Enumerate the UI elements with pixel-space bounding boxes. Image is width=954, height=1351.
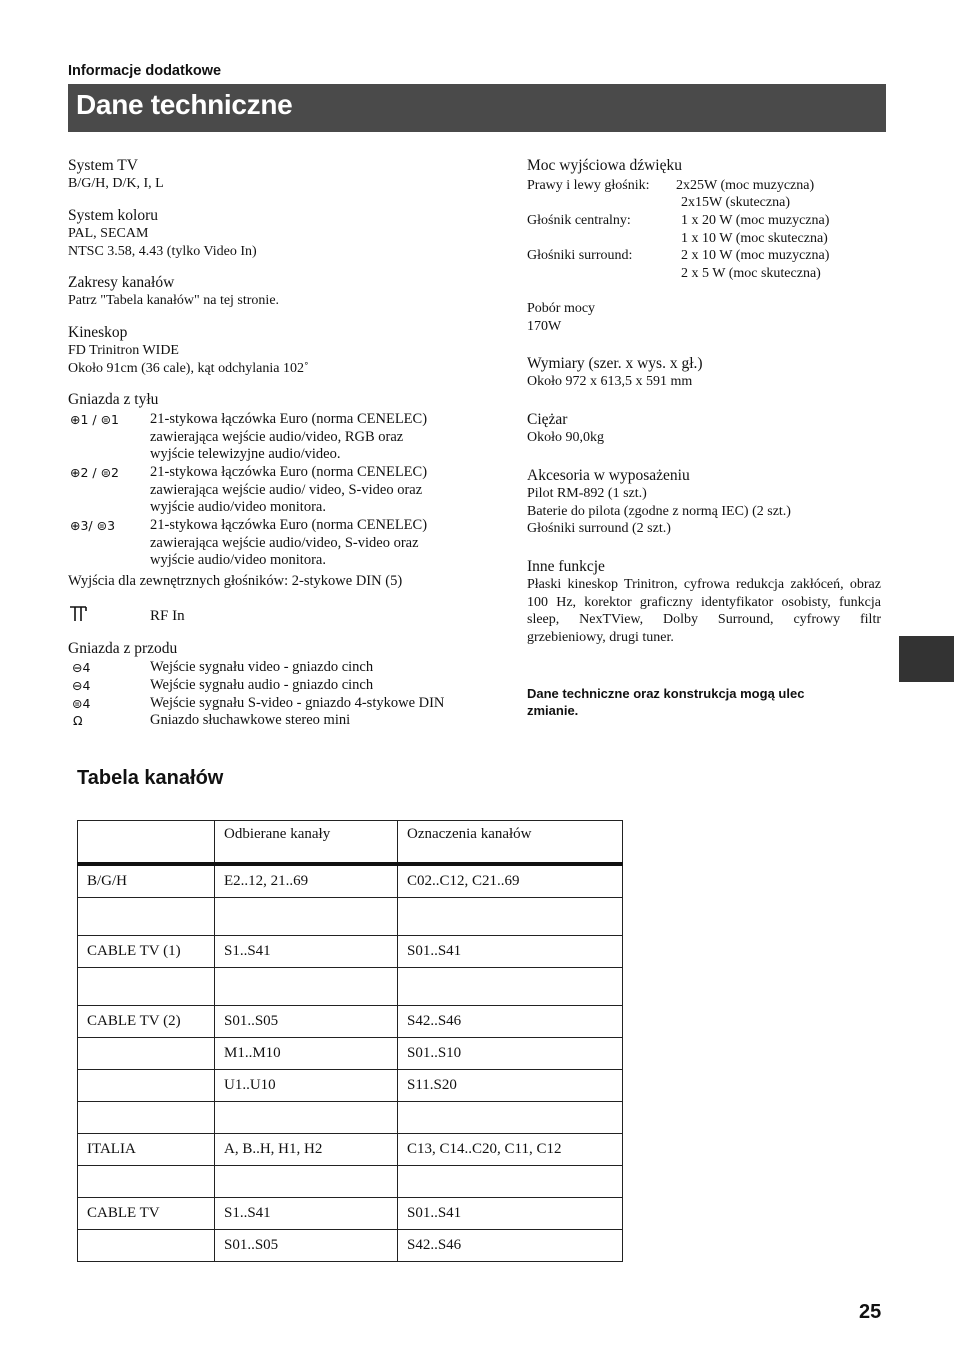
table-cell: C02..C12, C21..69	[398, 864, 623, 898]
headphones-icon: Ω	[73, 713, 83, 728]
title-bar	[68, 84, 886, 132]
table-cell: U1..U10	[215, 1070, 398, 1102]
spec-label: Akcesoria w wyposażeniu	[527, 467, 690, 484]
power-value: 2x25W (moc muzyczna)	[676, 178, 815, 193]
table-header-cell	[78, 821, 215, 865]
spec-value: Baterie do pilota (zgodne z normą IEC) (2 szt.)	[527, 503, 791, 519]
table-row	[78, 1102, 623, 1134]
table-cell: S42..S46	[398, 1006, 623, 1038]
spec-ciezar	[527, 411, 604, 447]
page-number: 25	[859, 1301, 882, 1323]
connector-desc: Wejście sygnału video - gniazdo cinch	[150, 659, 374, 675]
spec-label: Inne funkcje	[527, 558, 605, 575]
spec-zakresy	[68, 274, 279, 310]
spec-inne	[527, 558, 881, 646]
table-row	[78, 1070, 623, 1102]
power-channel: Głośniki surround:	[527, 248, 633, 263]
table-row	[78, 1038, 623, 1070]
spec-value: Około 91cm (36 cale), kąt odchylania 102˚	[68, 360, 309, 376]
spec-label: Wymiary (szer. x wys. x gł.)	[527, 355, 703, 372]
spec-value: B/G/H, D/K, I, L	[68, 176, 164, 191]
table-cell: M1..M10	[215, 1038, 398, 1070]
table-cell	[78, 1070, 215, 1102]
table-header-cell: Oznaczenia kanałów	[398, 821, 623, 865]
spec-pobor	[527, 300, 595, 335]
antenna-icon	[68, 604, 90, 622]
table-cell: S01..S05	[215, 1006, 398, 1038]
spec-gniazda-przodu-label	[68, 640, 177, 658]
scart-connector-icon: ⊕1 / ⊜1	[70, 412, 120, 427]
table-row	[78, 1006, 623, 1038]
table-cell: CABLE TV	[78, 1198, 215, 1230]
spec-value: Patrz "Tabela kanałów" na tej stronie.	[68, 293, 280, 308]
page-title: Dane techniczne	[76, 89, 293, 120]
video-input-icon: ⊖4	[72, 660, 91, 675]
spec-gniazda-tylu-label	[68, 391, 158, 409]
channel-table	[77, 820, 623, 1262]
table-header-cell: Odbierane kanały	[215, 821, 398, 865]
section-label: Informacje dodatkowe	[68, 63, 222, 79]
speaker-outputs: Wyjścia dla zewnętrznych głośników: 2-stykowe DIN (5)	[68, 573, 403, 589]
table-cell	[398, 1166, 623, 1198]
table-cell	[78, 1038, 215, 1070]
spec-label: Moc wyjściowa dźwięku	[527, 157, 682, 174]
connector-desc: wyjście telewizyjne audio/video.	[150, 446, 341, 462]
power-row	[527, 212, 830, 230]
spec-moc-label	[527, 157, 682, 175]
table-cell	[78, 1230, 215, 1262]
spec-label: Zakresy kanałów	[68, 274, 175, 291]
audio-input-icon: ⊖4	[72, 678, 91, 693]
spec-value: Głośniki surround (2 szt.)	[527, 521, 671, 536]
spec-system-tv	[68, 157, 164, 193]
connector-desc: Gniazdo słuchawkowe stereo mini	[150, 712, 351, 728]
spec-label: Gniazda z tyłu	[68, 391, 159, 408]
connector-desc: 21-stykowa łączówka Euro (norma CENELEC)	[150, 517, 428, 533]
side-tab-marker	[899, 636, 954, 682]
table-cell	[398, 898, 623, 936]
spec-change-notice: Dane techniczne oraz konstrukcja mogą ulec zmianie.	[527, 686, 805, 718]
table-row	[78, 1230, 623, 1262]
power-value: 2 x 10 W (moc muzyczna)	[681, 248, 830, 263]
connector-desc: wyjście audio/video monitora.	[150, 552, 326, 568]
table-cell	[78, 898, 215, 936]
connector-desc: Wejście sygnału audio - gniazdo cinch	[150, 677, 374, 693]
scart-connector-icon: ⊕3/ ⊜3	[70, 518, 116, 533]
spec-value: NTSC 3.58, 4.43 (tylko Video In)	[68, 243, 257, 259]
spec-value: Płaski kineskop Trinitron, cyfrowa redukcja zakłóceń, obraz 100 Hz, korektor graficzny identyfikator osobisty, funkcja sleep, NexTView, Dolby Surround, cyfrowy filtr grzebieniowy, drugi tuner.	[527, 577, 881, 645]
power-row	[527, 247, 830, 265]
spec-label: System TV	[68, 157, 138, 174]
table-cell	[78, 1102, 215, 1134]
spec-label: System koloru	[68, 207, 158, 224]
table-cell: A, B..H, H1, H2	[215, 1134, 398, 1166]
table-cell	[78, 968, 215, 1006]
spec-label: Ciężar	[527, 411, 568, 428]
table-row	[78, 936, 623, 968]
power-value: 2 x 5 W (moc skuteczna)	[681, 266, 821, 281]
spec-akcesoria	[527, 467, 791, 538]
table-cell	[215, 968, 398, 1006]
table-cell	[215, 1166, 398, 1198]
table-cell	[398, 968, 623, 1006]
power-channel: Głośnik centralny:	[527, 213, 631, 228]
connector-desc: 21-stykowa łączówka Euro (norma CENELEC)	[150, 464, 428, 480]
table-cell: S01..S41	[398, 1198, 623, 1230]
table-cell	[398, 1102, 623, 1134]
table-cell: S1..S41	[215, 1198, 398, 1230]
power-channel: Prawy i lewy głośnik:	[527, 178, 650, 193]
spec-value: 170W	[527, 318, 562, 334]
power-value: 1 x 20 W (moc muzyczna)	[681, 213, 830, 228]
table-cell: S01..S41	[398, 936, 623, 968]
connector-desc: wyjście audio/video monitora.	[150, 499, 326, 515]
table-row	[78, 1198, 623, 1230]
connector-desc: zawierająca wejście audio/video, RGB oraz	[150, 428, 404, 445]
connector-desc: zawierająca wejście audio/ video, S-video oraz	[150, 481, 423, 498]
table-cell: E2..12, 21..69	[215, 864, 398, 898]
connector-desc: zawierająca wejście audio/video, S-video oraz	[150, 534, 419, 551]
connector-desc: 21-stykowa łączówka Euro (norma CENELEC)	[150, 411, 428, 427]
table-heading: Tabela kanałów	[77, 767, 224, 789]
spec-label: Pobór mocy	[527, 301, 596, 316]
table-cell	[78, 1166, 215, 1198]
table-cell: C13, C14..C20, C11, C12	[398, 1134, 623, 1166]
table-cell: CABLE TV (2)	[78, 1006, 215, 1038]
table-row	[78, 898, 623, 936]
table-row	[78, 968, 623, 1006]
table-row	[78, 1134, 623, 1166]
table-cell: S01..S10	[398, 1038, 623, 1070]
power-value: 1 x 10 W (moc skuteczna)	[681, 231, 828, 246]
table-cell: S1..S41	[215, 936, 398, 968]
table-row	[78, 864, 623, 898]
power-row	[527, 177, 815, 195]
table-cell: ITALIA	[78, 1134, 215, 1166]
spec-value: Pilot RM-892 (1 szt.)	[527, 486, 647, 501]
spec-wymiary	[527, 355, 703, 391]
rf-in-label: RF In	[150, 608, 185, 624]
spec-value: PAL, SECAM	[68, 226, 149, 241]
spec-label: Gniazda z przodu	[68, 640, 178, 657]
connector-desc: Wejście sygnału S-video - gniazdo 4-stykowe DIN	[150, 695, 445, 711]
table-header-row	[78, 821, 623, 865]
table-row	[78, 1166, 623, 1198]
power-value: 2x15W (skuteczna)	[681, 195, 790, 210]
scart-connector-icon: ⊕2 / ⊜2	[70, 465, 120, 480]
table-cell	[215, 898, 398, 936]
spec-system-koloru	[68, 207, 257, 260]
table-cell: S01..S05	[215, 1230, 398, 1262]
spec-kineskop	[68, 324, 309, 377]
table-cell	[215, 1102, 398, 1134]
spec-value: FD Trinitron WIDE	[68, 343, 179, 358]
table-cell: S42..S46	[398, 1230, 623, 1262]
table-cell: CABLE TV (1)	[78, 936, 215, 968]
table-cell: S11.S20	[398, 1070, 623, 1102]
spec-value: Około 972 x 613,5 x 591 mm	[527, 374, 693, 389]
spec-value: Około 90,0kg	[527, 430, 604, 445]
table-cell: B/G/H	[78, 864, 215, 898]
s-video-input-icon: ⊜4	[72, 696, 91, 711]
spec-label: Kineskop	[68, 324, 128, 341]
